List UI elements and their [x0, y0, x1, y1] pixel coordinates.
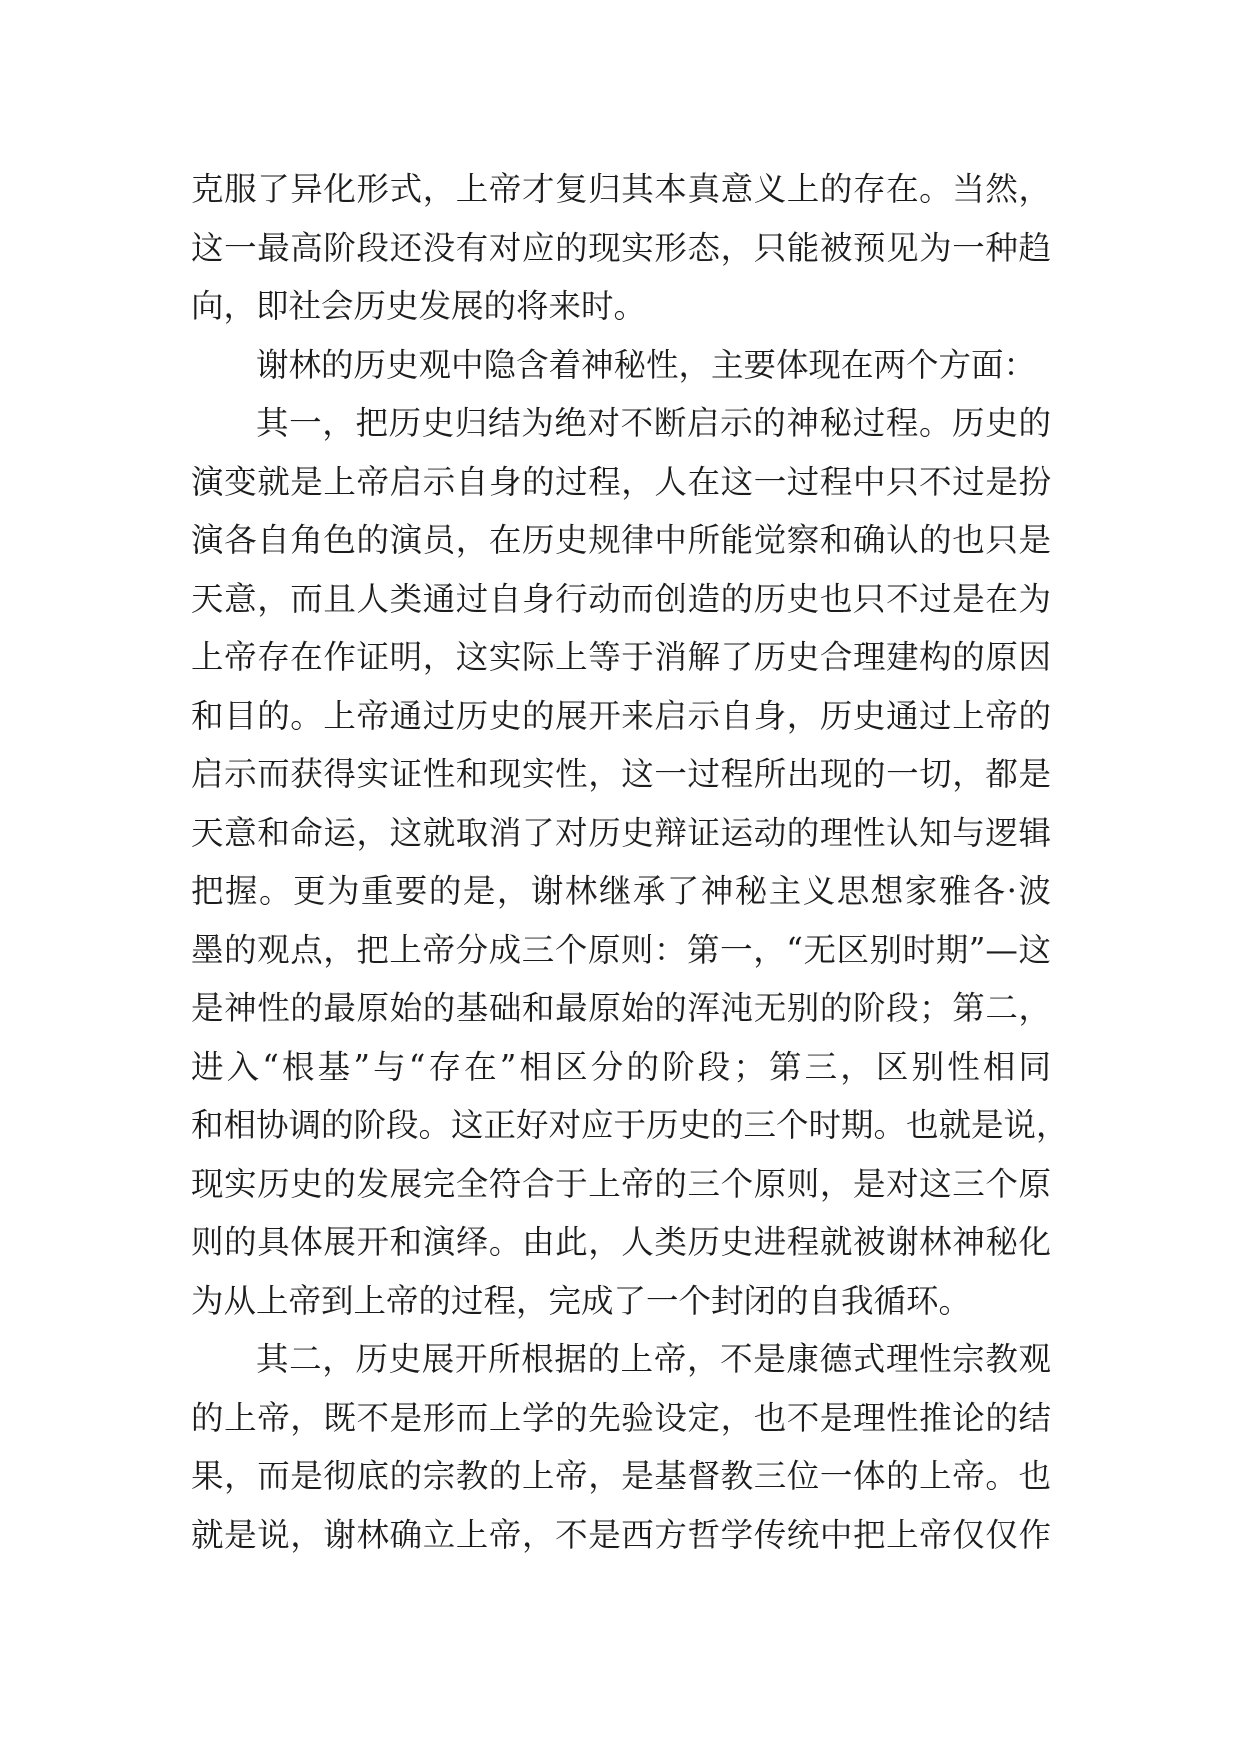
- text-line: 现实历史的发展完全符合于上帝的三个原则，是对这三个原: [191, 1164, 1051, 1203]
- text-line: 则的具体展开和演绎。由此，人类历史进程就被谢林神秘化: [191, 1223, 1051, 1261]
- text-line: 天意，而且人类通过自身行动而创造的历史也只不过是在为: [191, 579, 1051, 618]
- text-line: 演变就是上帝启示自身的过程，人在这一过程中只不过是扮: [191, 462, 1051, 501]
- body-text: [191, 160, 1069, 1564]
- paragraph-start-line: 谢林的历史观中隐含着神秘性，主要体现在两个方面：: [256, 345, 1037, 384]
- text-line: 为从上帝到上帝的过程，完成了一个封闭的自我循环。: [191, 1281, 972, 1320]
- text-line: 上帝存在作证明，这实际上等于消解了历史合理建构的原因: [191, 638, 1051, 676]
- text-line: 墨的观点，把上帝分成三个原则：第一，“无区别时期”—这: [191, 930, 1051, 969]
- text-line: 克服了异化形式，上帝才复归其本真意义上的存在。当然，: [191, 170, 1051, 208]
- text-line: 的上帝，既不是形而上学的先验设定，也不是理性推论的结: [191, 1398, 1051, 1437]
- text-line: 果，而是彻底的宗教的上帝，是基督教三位一体的上帝。也: [191, 1457, 1051, 1495]
- text-line: 就是说，谢林确立上帝，不是西方哲学传统中把上帝仅仅作: [191, 1515, 1051, 1554]
- paragraph-start-line: 其一，把历史归结为绝对不断启示的神秘过程。历史的: [256, 404, 1051, 442]
- text-line: 和目的。上帝通过历史的展开来启示自身，历史通过上帝的: [191, 696, 1051, 735]
- text-line: 把握。更为重要的是，谢林继承了神秘主义思想家雅各·波: [191, 872, 1051, 910]
- text-line: 天意和命运，这就取消了对历史辩证运动的理性认知与逻辑: [191, 813, 1051, 852]
- text-line: 启示而获得实证性和现实性，这一过程所出现的一切，都是: [191, 755, 1051, 793]
- text-line: 这一最高阶段还没有对应的现实形态，只能被预见为一种趋: [191, 228, 1051, 267]
- text-line: 演各自角色的演员，在历史规律中所能觉察和确认的也只是: [191, 521, 1051, 559]
- text-line: 进入“根基”与“存在”相区分的阶段；第三，区别性相同: [191, 1047, 1051, 1086]
- paragraph-start-line: 其二，历史展开所根据的上帝，不是康德式理性宗教观: [256, 1340, 1051, 1378]
- text-line: 是神性的最原始的基础和最原始的浑沌无别的阶段；第二，: [191, 989, 1051, 1027]
- text-line: 和相协调的阶段。这正好对应于历史的三个时期。也就是说，: [191, 1106, 1069, 1144]
- text-line: 向，即社会历史发展的将来时。: [191, 287, 647, 325]
